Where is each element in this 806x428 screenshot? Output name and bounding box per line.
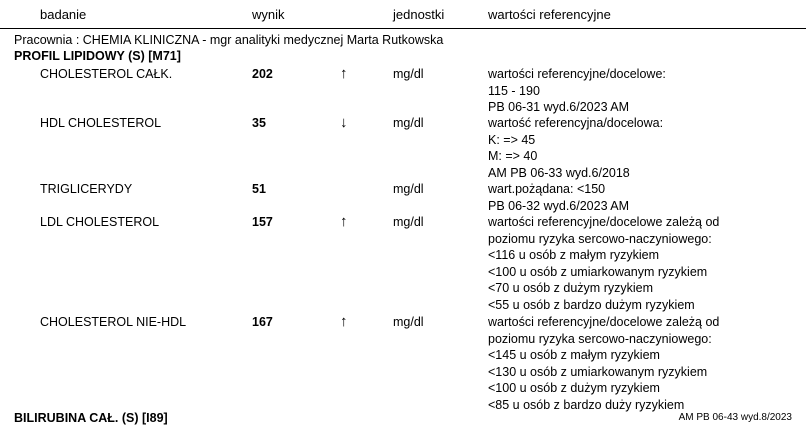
table-header [0,6,806,29]
reference-line: wart.pożądana: <150 [488,182,606,196]
test-name: LDL CHOLESTEROL [40,215,160,229]
header-units: jednostki [393,7,445,22]
reference-line: PB 06-32 wyd.6/2023 AM [488,198,630,213]
arrow-up-icon: ↑ [340,65,348,82]
test-name: CHOLESTEROL CAŁK. [40,67,173,81]
arrow-down-icon: ↓ [340,114,348,131]
test-unit: mg/dl [393,215,424,229]
reference-line: 115 - 190 [488,83,540,98]
reference-range [488,181,629,214]
header-test: badanie [40,7,87,22]
header-result: wynik [252,7,285,22]
reference-line: <70 u osób z dużym ryzykiem [488,281,653,295]
section-title-bilirubin: BILIRUBINA CAŁ. (S) [I89] [14,411,168,425]
reference-range [488,314,719,413]
arrow-up-icon: ↑ [340,313,348,330]
document-code: AM PB 06-43 wyd.8/2023 [678,412,792,423]
reference-line: wartości referencyjne/docelowe zależą od [488,215,720,229]
reference-line: <100 u osób z dużym ryzykiem [488,381,660,395]
test-unit: mg/dl [393,182,424,196]
reference-line: <85 u osób z bardzo duży ryzykiem [488,397,685,412]
test-value: 202 [252,67,273,81]
reference-line: K: => 45 [488,132,536,147]
reference-line: wartości referencyjne/docelowe zależą od [488,315,720,329]
lab-info: Pracownia : CHEMIA KLINICZNA - mgr analityki medycznej Marta Rutkowska [14,33,444,47]
reference-line: <145 u osób z małym ryzykiem [488,348,660,362]
reference-range [488,66,666,116]
test-unit: mg/dl [393,315,424,329]
reference-line: M: => 40 [488,149,538,163]
test-name: CHOLESTEROL NIE-HDL [40,315,187,329]
reference-line: <130 u osób z umiarkowanym ryzykiem [488,364,708,379]
reference-line: <116 u osób z małym ryzykiem [488,248,660,262]
reference-line: poziomu ryzyka sercowo-naczyniowego: [488,331,712,346]
test-unit: mg/dl [393,116,424,130]
test-value: 35 [252,116,266,130]
reference-range [488,115,663,181]
reference-line: wartość referencyjna/docelowa: [488,116,664,130]
reference-line: <55 u osób z bardzo dużym ryzykiem [488,297,695,312]
test-value: 157 [252,215,273,229]
reference-line: PB 06-31 wyd.6/2023 AM [488,100,630,114]
test-name: TRIGLICERYDY [40,182,133,196]
reference-range [488,214,719,313]
test-value: 167 [252,315,273,329]
test-unit: mg/dl [393,67,424,81]
reference-line: AM PB 06-33 wyd.6/2018 [488,165,630,180]
test-value: 51 [252,182,266,196]
header-reference: wartości referencyjne [488,7,611,22]
test-name: HDL CHOLESTEROL [40,116,162,130]
section-title-lipid: PROFIL LIPIDOWY (S) [M71] [14,49,181,63]
reference-line: poziomu ryzyka sercowo-naczyniowego: [488,231,712,246]
reference-line: wartości referencyjne/docelowe: [488,67,666,81]
arrow-up-icon: ↑ [340,213,348,230]
reference-line: <100 u osób z umiarkowanym ryzykiem [488,264,708,279]
